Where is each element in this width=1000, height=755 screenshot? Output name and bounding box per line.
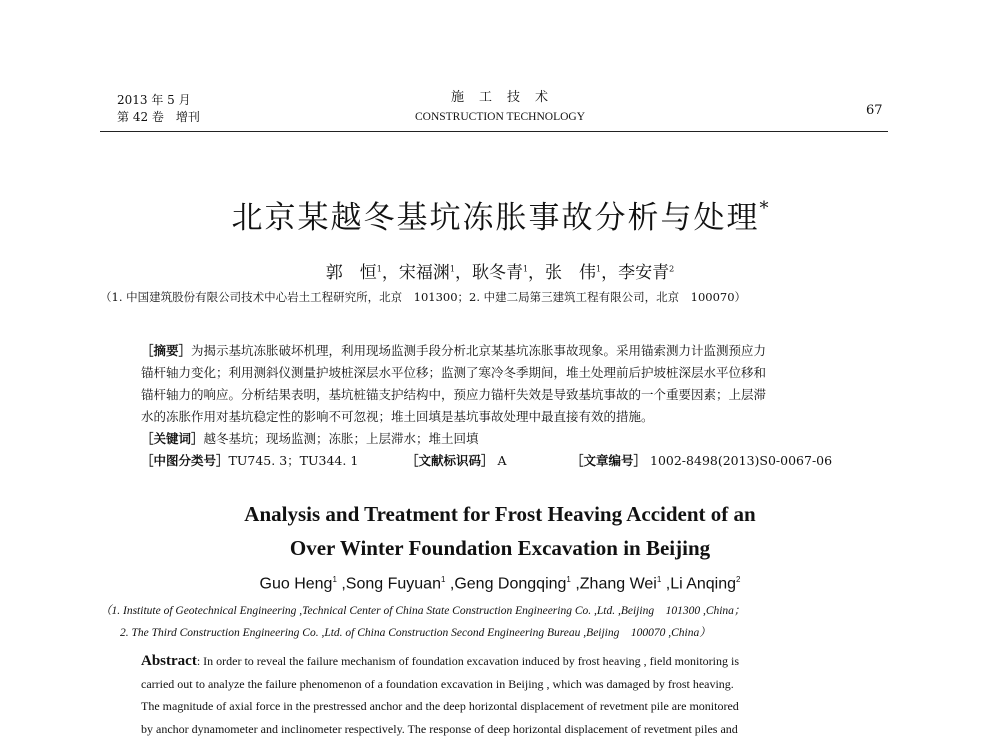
header-journal-cn: 施 工 技 术 (450, 90, 549, 105)
affiliation-en-line: （1. Institute of Geotechnical Engineering ,Technical Center of China State Construction Engineering Co. ,Ltd. ,Beijing 101300 ,China； (100, 605, 746, 617)
author-separator: , (661, 575, 671, 593)
doc-code-value: A (497, 453, 507, 468)
author-affiliation-mark: 1 (440, 575, 446, 584)
abstract-en-line: by anchor dynamometer and inclinometer respectively. The response of deep horizontal displacement of revetment piles and (141, 721, 738, 736)
title-en-line: Analysis and Treatment for Frost Heaving Accident of an (244, 502, 756, 526)
author-name-cn: 郭 恒 (325, 263, 377, 283)
abstract-cn-line: 锚杆轴力变化；利用测斜仪测量护坡桩深层水平位移；监测了寒冷冬季期间，堆土处理前后护坡桩深层水平位移和 (141, 365, 767, 380)
abstract-cn-line: ［摘要］为揭示基坑冻胀破坏机理，利用现场监测手段分析北京某基坑冻胀事故现象。采用锚索测力计监测预应力 (141, 343, 767, 358)
author-separator: ， (454, 263, 472, 283)
author-separator: ， (381, 263, 399, 283)
author-name-cn: 宋福渊 (398, 263, 450, 283)
header-page-number: 67 (866, 103, 883, 118)
abstract-cn-label: ［摘要］ (141, 343, 192, 358)
affiliation-en-line: 2. The Third Construction Engineering Co. ,Ltd. of China Construction Second Engineering Bureau ,Beijing 100070 ,China） (120, 627, 711, 639)
abstract-en-line: carried out to analyze the failure phenomenon of a foundation excavation in Beijing , which was damaged by frost heaving. (141, 676, 734, 691)
author-affiliation-mark: 2 (736, 575, 741, 584)
authors-en (0, 575, 1000, 593)
header-rule (100, 131, 888, 132)
author-affiliation-mark: 1 (376, 264, 382, 274)
abstract-en-line: The magnitude of axial force in the prestressed anchor and the deep horizontal displacement of revetment pile are monitored (141, 699, 739, 713)
article-number-label: ［文章编号］ (571, 453, 647, 468)
title-en (0, 497, 1000, 565)
author-affiliation-mark: 1 (566, 575, 571, 584)
keywords-value: 越冬基坑；现场监测；冻胀；上层滞水；堆土回填 (203, 431, 479, 446)
header-journal-en: CONSTRUCTION TECHNOLOGY (414, 111, 586, 123)
affiliations-en (100, 600, 900, 644)
author-affiliation-mark: 1 (449, 264, 455, 274)
header-volume: 第 42 卷 增刊 (117, 110, 200, 124)
author-affiliation-mark: 1 (596, 264, 602, 274)
clc-label: ［中图分类号］ (141, 453, 229, 468)
author-separator: , (445, 575, 455, 593)
author-separator: ， (601, 263, 619, 283)
author-name-en: Zhang Wei (579, 575, 657, 593)
classification-row (141, 450, 861, 472)
author-affiliation-mark: 1 (522, 264, 529, 274)
author-name-en: Guo Heng (259, 575, 333, 593)
title-footnote-star: * (759, 198, 769, 219)
author-separator: ， (528, 263, 546, 283)
title-cn (0, 192, 1000, 237)
author-separator: , (570, 575, 580, 593)
author-affiliation-mark: 2 (669, 264, 675, 274)
author-separator: , (336, 575, 346, 593)
author-name-cn: 张 伟 (545, 263, 597, 283)
abstract-cn-line: 水的冻胀作用对基坑稳定性的影响不可忽视；堆土回填是基坑事故处理中最直接有效的措施。 (141, 409, 654, 424)
doc-code-label: ［文献标识码］ (406, 453, 494, 468)
abstract-en-label: Abstract (141, 653, 197, 669)
author-affiliation-mark: 1 (656, 575, 662, 584)
abstract-en (141, 650, 871, 740)
article-number-value: 1002-8498(2013)S0-0067-06 (650, 453, 833, 468)
abstract-cn (141, 340, 861, 472)
author-name-en: Song Fuyuan (345, 575, 441, 593)
authors-cn (0, 258, 1000, 283)
author-name-en: Geng Dongqing (454, 575, 567, 593)
title-en-line: Over Winter Foundation Excavation in Beijing (289, 536, 711, 560)
abstract-en-line: Abstract: In order to reveal the failure mechanism of foundation excavation induced by frost heaving , field monitoring is (141, 653, 739, 669)
author-name-cn: 李安青 (618, 263, 670, 283)
author-name-cn: 耿冬青 (471, 263, 523, 283)
affiliations-cn: （1. 中国建筑股份有限公司技术中心岩土工程研究所，北京 101300；2. 中建二局第三建筑工程有限公司，北京 100070） (100, 290, 747, 304)
title-cn-text: 北京某越冬基坑冻胀事故分析与处理 (231, 200, 760, 236)
keywords-label: ［关键词］ (141, 431, 204, 446)
keywords-cn (141, 428, 861, 450)
header-date: 2013 年 5 月 (117, 93, 191, 107)
abstract-cn-line: 锚杆轴力的响应。分析结果表明，基坑桩锚支护结构中，预应力锚杆失效是导致基坑事故的一个重要因素；上层滞 (141, 387, 767, 402)
author-name-en: Li Anqing (670, 575, 737, 593)
clc-value: TU745. 3；TU344. 1 (228, 453, 359, 468)
author-affiliation-mark: 1 (332, 575, 337, 584)
